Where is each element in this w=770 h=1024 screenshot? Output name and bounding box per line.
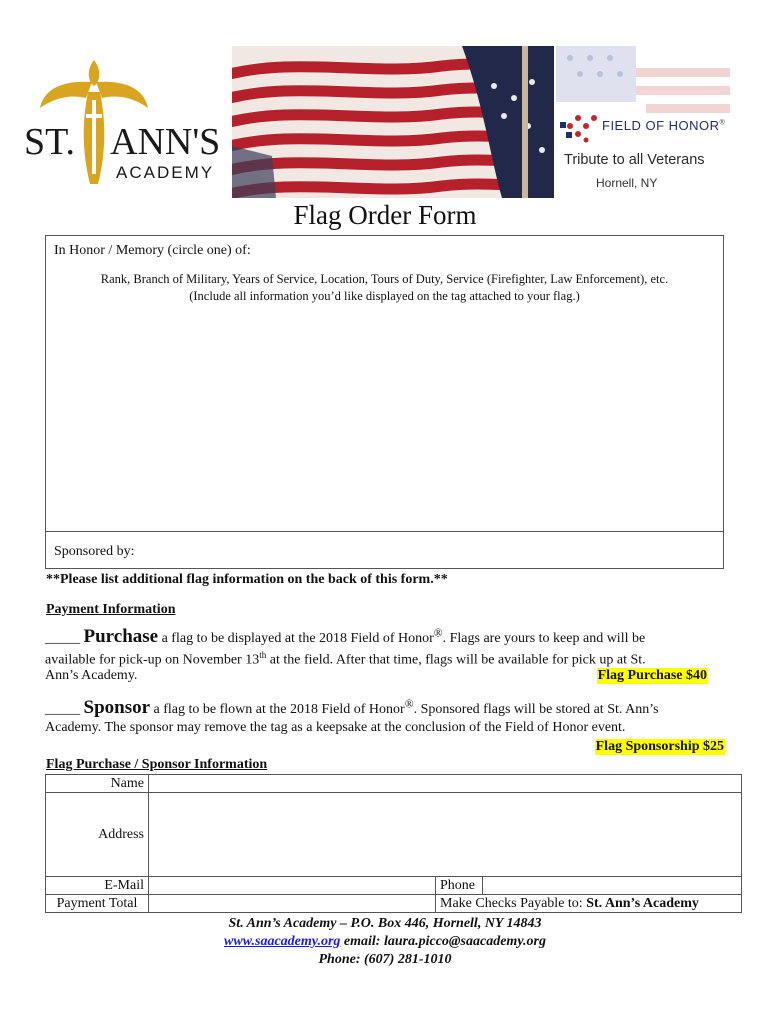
honor-hint-line2: (Include all information you’d like displayed on the tag attached to your flag.) bbox=[189, 289, 580, 303]
name-field[interactable] bbox=[149, 775, 742, 793]
sponsor-information-heading: Flag Purchase / Sponsor Information bbox=[46, 757, 268, 772]
sponsor-line2: Academy. The sponsor may remove the tag as a keepsake at the conclusion of the Field of Honor event. bbox=[45, 720, 626, 735]
purchase-line2: available for pick-up on November 13th at the field. After that time, flags will be available for pick up at St. bbox=[45, 650, 646, 668]
field-of-honor-tagline: Tribute to all Veterans bbox=[564, 152, 705, 168]
logo-text-st: ST. bbox=[24, 121, 76, 163]
additional-info-note: **Please list additional flag information on the back of this form.** bbox=[46, 572, 448, 587]
st-anns-academy-logo bbox=[24, 52, 230, 192]
purchase-line3: Ann’s Academy. bbox=[45, 668, 138, 683]
purchase-keyword: Purchase bbox=[83, 626, 159, 647]
name-label: Name bbox=[46, 775, 149, 793]
table-row-address bbox=[46, 793, 742, 877]
sponsor-info-table bbox=[45, 774, 742, 913]
logo-text-anns: ANN'S bbox=[110, 121, 221, 163]
email-field[interactable] bbox=[149, 877, 436, 895]
sponsor-line1: _____ Sponsor a flag to be flown at the 2018 Field of Honor®. Sponsored flags will be stored at St. Ann’s bbox=[45, 697, 659, 718]
table-row-email-phone bbox=[46, 877, 742, 895]
sponsor-checkbox-blank[interactable]: _____ bbox=[45, 702, 80, 717]
address-field[interactable] bbox=[149, 793, 742, 877]
american-flag-photo bbox=[232, 46, 554, 198]
logo-text-academy: ACADEMY bbox=[116, 163, 215, 182]
form-title: Flag Order Form bbox=[293, 200, 477, 230]
payment-total-label: Payment Total bbox=[46, 895, 149, 913]
flag-purchase-price: Flag Purchase $40 bbox=[597, 668, 707, 683]
flag-sponsorship-price: Flag Sponsorship $25 bbox=[595, 739, 724, 754]
field-of-honor-title: FIELD OF HONOR® bbox=[602, 118, 726, 133]
sponsored-by-label: Sponsored by: bbox=[54, 544, 135, 559]
email-label: E-Mail bbox=[46, 877, 149, 895]
checks-payable-to: Make Checks Payable to: St. Ann’s Academy bbox=[436, 895, 742, 913]
honor-memory-label: In Honor / Memory (circle one) of: bbox=[54, 243, 251, 258]
field-of-honor-location: Hornell, NY bbox=[596, 176, 658, 190]
payment-total-field[interactable] bbox=[149, 895, 436, 913]
purchase-checkbox-blank[interactable]: _____ bbox=[45, 631, 80, 646]
table-row-name bbox=[46, 775, 742, 793]
purchase-line1: _____ Purchase a flag to be displayed at the 2018 Field of Honor®. Flags are yours to keep and will be bbox=[45, 626, 646, 647]
payment-information-heading: Payment Information bbox=[46, 602, 176, 617]
phone-label: Phone bbox=[436, 877, 483, 895]
footer-address: St. Ann’s Academy – P.O. Box 446, Hornell, NY 14843 bbox=[228, 916, 542, 931]
honor-hint-line1: Rank, Branch of Military, Years of Service, Location, Tours of Duty, Service (Firefighter, Law Enforcement), etc. bbox=[100, 272, 669, 286]
honor-box-divider bbox=[45, 531, 724, 532]
table-row-payment bbox=[46, 895, 742, 913]
address-label: Address bbox=[46, 793, 149, 877]
website-link[interactable]: www.saacademy.org bbox=[224, 934, 341, 949]
footer-email: email: laura.picco@saacademy.org bbox=[340, 934, 546, 949]
sponsor-keyword: Sponsor bbox=[83, 697, 151, 718]
footer-contact bbox=[0, 934, 770, 950]
footer-phone: Phone: (607) 281-1010 bbox=[318, 952, 452, 967]
phone-field[interactable] bbox=[483, 877, 742, 895]
